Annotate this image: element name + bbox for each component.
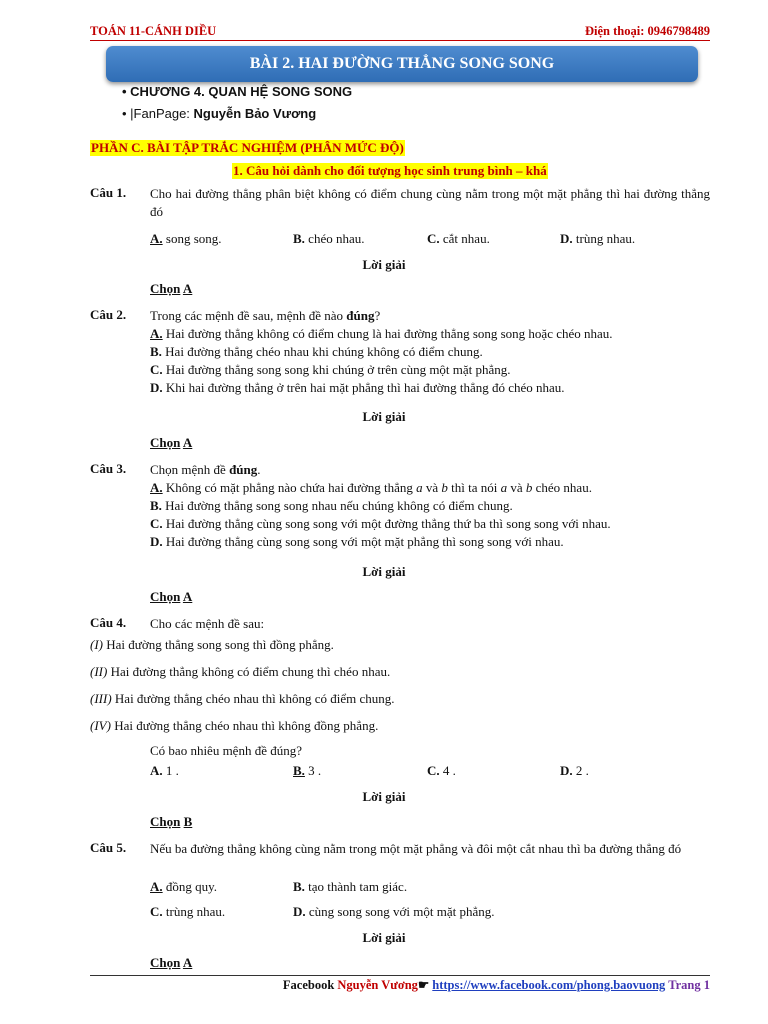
q3-solution-label: Lời giải	[362, 564, 406, 579]
option-text: 3 .	[304, 763, 322, 778]
q5-option-d[interactable]	[293, 904, 495, 920]
q2-option-b[interactable]	[150, 343, 710, 361]
header-divider	[90, 40, 710, 41]
option-text: 4 .	[439, 763, 456, 778]
question-text	[150, 307, 710, 325]
option-key: C.	[150, 516, 163, 531]
q3-option-d[interactable]	[150, 533, 710, 551]
q4-option-d[interactable]	[560, 763, 589, 779]
option-key: D.	[560, 763, 573, 778]
q1-answer	[150, 281, 192, 297]
q4-option-b[interactable]	[293, 763, 321, 779]
answer-letter: A	[182, 435, 193, 450]
option-key: A.	[150, 231, 163, 246]
question-number: Câu 3.	[90, 461, 127, 476]
question-2	[90, 307, 710, 397]
level-title: 1. Câu hỏi dành cho đối tượng học sinh trung bình – khá	[233, 163, 547, 178]
option-text: Khi hai đường thẳng ở trên hai mặt phẳng thì hai đường thẳng đó chéo nhau.	[162, 380, 565, 395]
choose-word: Chọn	[150, 435, 181, 450]
q1-option-b[interactable]	[293, 231, 364, 247]
option-key: D.	[150, 534, 163, 549]
option-key: C.	[150, 904, 163, 919]
q2-option-d[interactable]	[150, 379, 710, 397]
q2-solution-label: Lời giải	[362, 409, 406, 424]
q5-option-b[interactable]	[293, 879, 407, 895]
question-4	[90, 615, 710, 633]
option-key: C.	[150, 362, 163, 377]
option-key: D.	[293, 904, 306, 919]
fanpage-prefix: • |FanPage:	[122, 106, 194, 121]
option-key: B.	[293, 763, 305, 778]
q5-option-a[interactable]	[150, 879, 217, 895]
option-text: tạo thành tam giác.	[304, 879, 408, 894]
q5-solution-label: Lời giải	[362, 930, 406, 945]
q5-option-c[interactable]	[150, 904, 225, 920]
q3-option-c[interactable]	[150, 515, 710, 533]
var-a: a	[500, 480, 508, 495]
option-key: A.	[150, 326, 163, 341]
option-text: cắt nhau.	[439, 231, 490, 246]
question-3	[90, 461, 710, 551]
answer-letter: B	[183, 814, 193, 829]
question-1	[90, 185, 710, 221]
q4-statement-1	[90, 637, 334, 653]
option-key: A.	[150, 879, 163, 894]
statement-text: Hai đường thẳng không có điểm chung thì chéo nhau.	[107, 664, 391, 679]
question-text: Cho hai đường thẳng phân biệt không có điểm chung cùng nằm trong một mặt phẳng thì hai đường thẳng đó	[150, 186, 710, 219]
statement-text: Hai đường thẳng chéo nhau thì không đồng phẳng.	[110, 718, 379, 733]
var-a: a	[416, 480, 423, 495]
text-part: ?	[374, 308, 381, 323]
answer-letter: A	[182, 589, 193, 604]
option-text: Hai đường thẳng cùng song song với một mặt phẳng thì song song với nhau.	[162, 534, 564, 549]
fanpage-name: Nguyễn Bảo Vương	[193, 106, 317, 121]
q2-option-a[interactable]	[150, 325, 710, 343]
statement-roman: (II)	[90, 664, 108, 679]
option-text: 1 .	[162, 763, 179, 778]
option-text: Hai đường thẳng chéo nhau khi chúng không có điểm chung.	[161, 344, 483, 359]
q3-option-b[interactable]	[150, 497, 710, 515]
option-text: đồng quy.	[162, 879, 218, 894]
choose-word: Chọn	[150, 955, 181, 970]
answer-letter: A	[182, 281, 193, 296]
option-key: B.	[150, 498, 162, 513]
question-text: Cho các mệnh đề sau:	[150, 616, 265, 631]
q2-option-c[interactable]	[150, 361, 710, 379]
footer	[283, 977, 710, 993]
fanpage-label	[122, 106, 316, 121]
option-text: thì ta nói	[447, 480, 501, 495]
option-key: B.	[150, 344, 162, 359]
question-number: Câu 4.	[90, 615, 127, 630]
option-key: C.	[427, 231, 440, 246]
q4-question: Có bao nhiêu mệnh đề đúng?	[150, 743, 302, 758]
option-text: trùng nhau.	[162, 904, 226, 919]
question-text	[150, 461, 710, 479]
question-text: Nếu ba đường thẳng không cùng nằm trong một mặt phẳng và đôi một cắt nhau thì ba đường thẳng đó	[150, 841, 682, 856]
q4-solution-label: Lời giải	[362, 789, 406, 804]
chapter-label: • CHƯƠNG 4. QUAN HỆ SONG SONG	[122, 84, 353, 99]
var-b: b	[441, 480, 448, 495]
header-subject-book: CÁNH DIỀU	[145, 24, 217, 38]
q4-answer	[150, 814, 192, 830]
q4-statement-4	[90, 718, 378, 734]
option-text: 2 .	[572, 763, 589, 778]
q4-statement-3	[90, 691, 395, 707]
q3-option-a[interactable]	[150, 479, 710, 497]
q5-answer	[150, 955, 192, 971]
option-text: Hai đường thẳng cùng song song với một đường thẳng thứ ba thì song song với nhau.	[162, 516, 611, 531]
option-text: và	[422, 480, 442, 495]
choose-word: Chọn	[150, 589, 181, 604]
q2-answer	[150, 435, 192, 451]
text-part: Trong các mệnh đề sau, mệnh đề nào	[150, 308, 347, 323]
question-number: Câu 5.	[90, 840, 127, 855]
option-key: D.	[150, 380, 163, 395]
option-text: chéo nhau.	[532, 480, 592, 495]
statement-roman: (III)	[90, 691, 112, 706]
footer-facebook-link[interactable]: https://www.facebook.com/phong.baovuong	[432, 978, 666, 992]
footer-author: Nguyễn Vương	[337, 978, 418, 992]
option-text: Hai đường thẳng không có điểm chung là hai đường thẳng song song hoặc chéo nhau.	[162, 326, 613, 341]
option-text: cùng song song với một mặt phẳng.	[305, 904, 495, 919]
option-key: D.	[560, 231, 573, 246]
text-emphasis: đúng	[346, 308, 375, 323]
option-text: và	[507, 480, 526, 495]
part-title: PHẦN C. BÀI TẬP TRẮC NGHIỆM (PHÂN MỨC ĐỘ)	[91, 140, 404, 155]
lesson-title-banner: BÀI 2. HAI ĐƯỜNG THẲNG SONG SONG	[106, 46, 698, 82]
statement-text: Hai đường thẳng chéo nhau thì không có điểm chung.	[111, 691, 395, 706]
answer-letter: A	[182, 955, 193, 970]
choose-word: Chọn	[150, 814, 181, 829]
question-5	[90, 840, 710, 858]
footer-facebook-label: Facebook	[282, 978, 338, 992]
option-text: chéo nhau.	[304, 231, 365, 246]
option-key: B.	[293, 231, 305, 246]
text-part: Chọn mệnh đề	[150, 462, 230, 477]
q4-option-c[interactable]	[427, 763, 456, 779]
var-b: b	[525, 480, 533, 495]
option-key: A.	[150, 763, 163, 778]
option-text: Hai đường thẳng song song khi chúng ở trên cùng một mặt phẳng.	[162, 362, 511, 377]
text-part: .	[257, 462, 261, 477]
q1-option-d[interactable]	[560, 231, 635, 247]
option-text: song song.	[162, 231, 222, 246]
q1-option-a[interactable]	[150, 231, 222, 247]
option-key: A.	[150, 480, 163, 495]
statement-text: Hai đường thẳng song song thì đồng phẳng.	[103, 637, 334, 652]
option-text: Hai đường thẳng song song nhau nếu chúng không có điểm chung.	[161, 498, 513, 513]
header-phone: Điện thoại: 0946798489	[585, 24, 710, 38]
footer-page-number: Trang 1	[665, 978, 710, 992]
question-number: Câu 2.	[90, 307, 127, 322]
q1-solution-label: Lời giải	[362, 257, 406, 272]
question-number: Câu 1.	[90, 185, 127, 200]
statement-roman: (I)	[90, 637, 103, 652]
option-text: Không có mặt phẳng nào chứa hai đường thẳng	[162, 480, 417, 495]
header-subject-grade: TOÁN 11-	[90, 24, 145, 38]
pointing-hand-icon: ☛	[417, 978, 433, 992]
footer-divider	[90, 975, 710, 976]
option-text: trùng nhau.	[572, 231, 636, 246]
statement-roman: (IV)	[90, 718, 111, 733]
header-subject	[90, 24, 216, 39]
q4-option-a[interactable]	[150, 763, 179, 779]
text-emphasis: đúng	[229, 462, 258, 477]
q3-answer	[150, 589, 192, 605]
option-key: B.	[293, 879, 305, 894]
q4-statement-2	[90, 664, 390, 680]
choose-word: Chọn	[150, 281, 181, 296]
q1-option-c[interactable]	[427, 231, 490, 247]
option-key: C.	[427, 763, 440, 778]
